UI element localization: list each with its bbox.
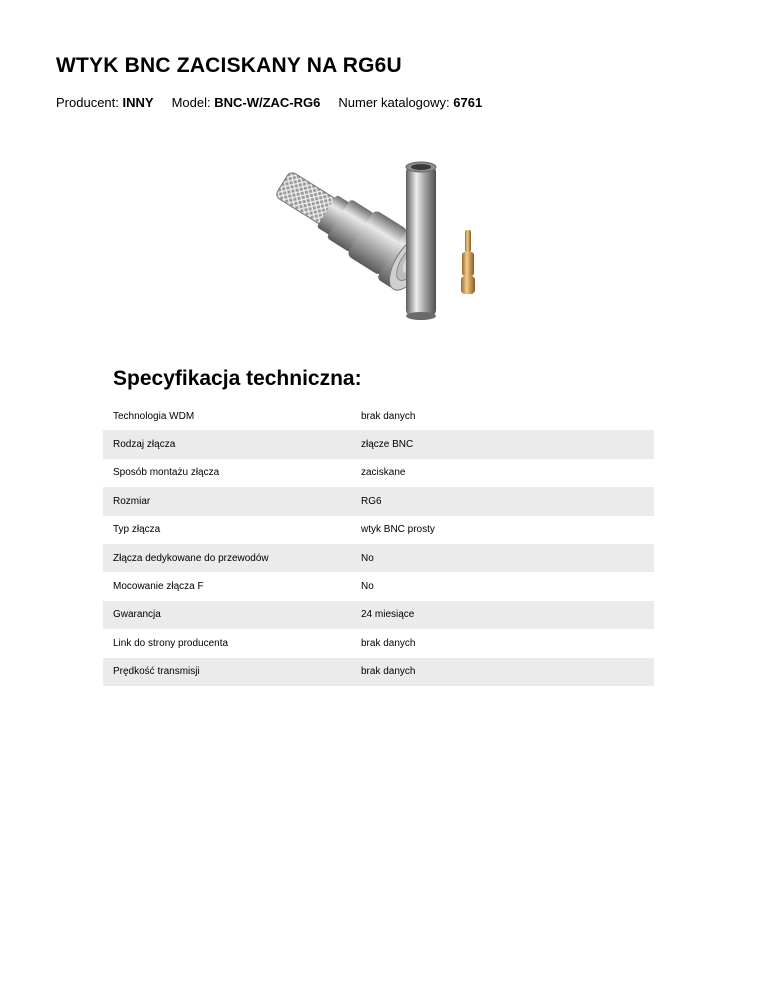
specs-title: Specyfikacja techniczna: (113, 367, 362, 390)
spec-key: Technologia WDM (113, 410, 195, 422)
table-row (103, 402, 654, 430)
table-row (103, 516, 654, 544)
table-row (103, 487, 654, 515)
page-title: WTYK BNC ZACISKANY NA RG6U (56, 54, 402, 77)
spec-key: Gwarancja (103, 601, 361, 629)
bnc-connector-image (268, 160, 504, 330)
spec-key: Sposób montażu złącza (113, 467, 220, 479)
specs-table (103, 402, 654, 686)
catalog-label: Numer katalogowy: (338, 95, 450, 110)
table-row (103, 629, 654, 657)
product-meta (56, 95, 500, 110)
spec-value: złącze BNC (361, 430, 654, 458)
table-row (103, 430, 654, 458)
producer-info (56, 95, 154, 110)
table-row (103, 572, 654, 600)
spec-value: RG6 (361, 487, 654, 515)
producer-value: INNY (122, 95, 154, 110)
spec-key: Prędkość transmisji (103, 658, 361, 686)
spec-value: zaciskane (361, 467, 406, 479)
spec-key: Mocowanie złącza F (113, 581, 204, 593)
spec-key: Złącza dedykowane do przewodów (103, 544, 361, 572)
table-row (103, 459, 654, 487)
spec-value: 24 miesiące (361, 601, 654, 629)
spec-key: Typ złącza (113, 524, 161, 536)
spec-value: No (361, 544, 654, 572)
spec-key: Rozmiar (103, 487, 361, 515)
model-label: Model: (171, 95, 211, 110)
spec-value: brak danych (361, 637, 416, 649)
spec-key: Link do strony producenta (113, 637, 229, 649)
table-row (103, 544, 654, 572)
spec-key: Rodzaj złącza (103, 430, 361, 458)
catalog-value: 6761 (453, 95, 483, 110)
model-info (172, 95, 321, 110)
spec-value: No (361, 581, 374, 593)
spec-value: brak danych (361, 410, 416, 422)
table-row (103, 601, 654, 629)
model-value: BNC-W/ZAC-RG6 (214, 95, 321, 110)
table-row (103, 658, 654, 686)
spec-value: brak danych (361, 658, 654, 686)
spec-value: wtyk BNC prosty (361, 524, 435, 536)
producer-label: Producent: (56, 95, 119, 110)
catalog-info (338, 95, 482, 110)
